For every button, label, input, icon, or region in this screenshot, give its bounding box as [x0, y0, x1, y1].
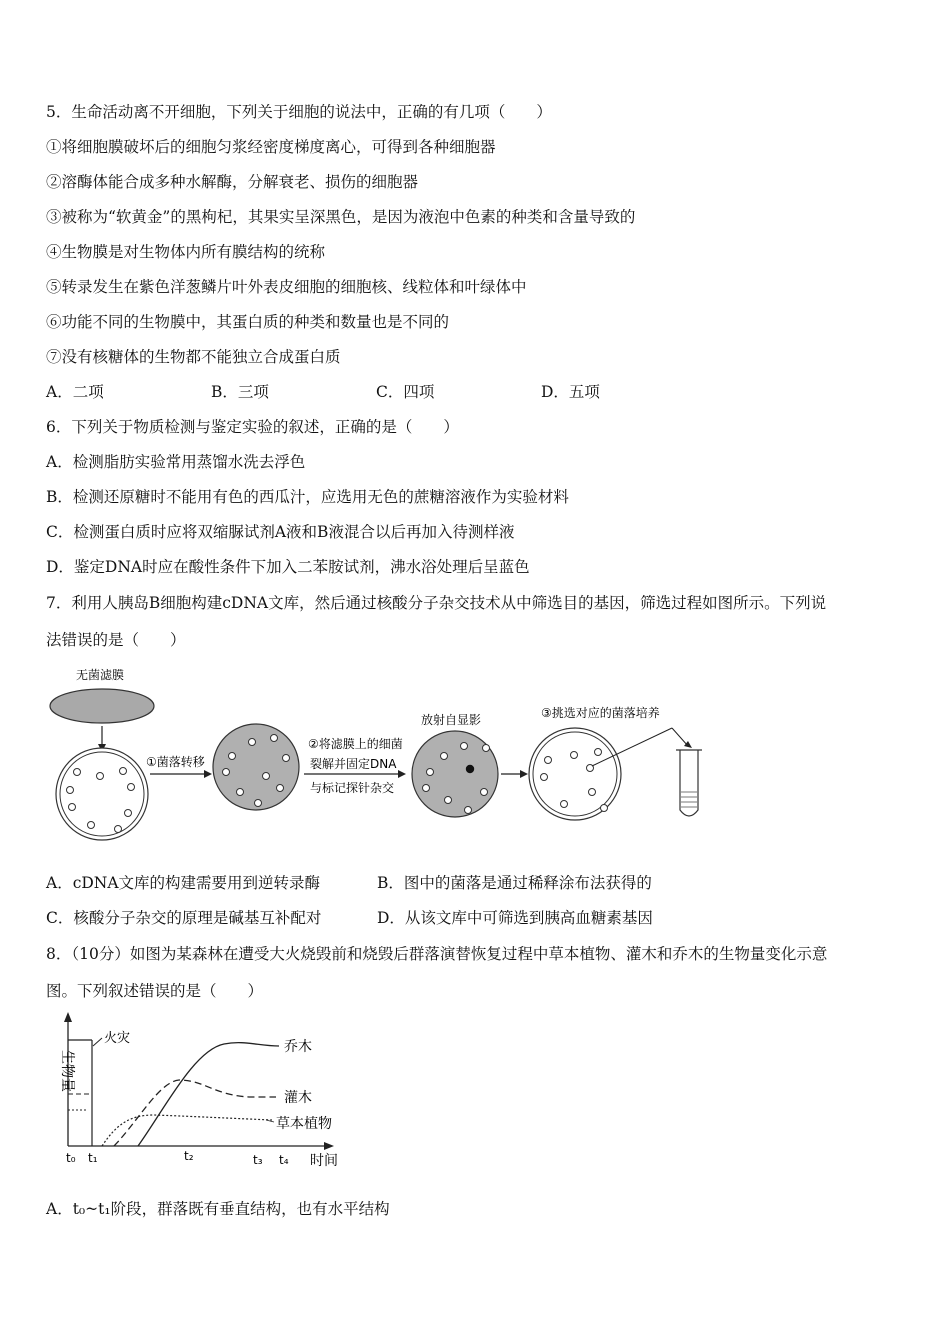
step-3-label: ③挑选对应的菌落培养 — [541, 706, 660, 720]
colony — [249, 739, 256, 746]
colony — [263, 773, 270, 780]
series-label-herb: 草本植物 — [276, 1116, 332, 1132]
test-tube — [680, 750, 698, 816]
fire-label: 火灾 — [104, 1031, 131, 1046]
colony — [601, 805, 608, 812]
tick-label-t4: t₄ — [279, 1153, 289, 1167]
fire-pointer — [93, 1038, 102, 1046]
membrane-label: 无菌滤膜 — [76, 668, 125, 682]
membrane-disc-3 — [412, 731, 498, 817]
q7-option-c[interactable]: C．核酸分子杂交的原理是碱基互补配对 — [46, 909, 322, 927]
colony — [74, 769, 81, 776]
colony — [595, 749, 602, 756]
tick-label-t1: t₁ — [88, 1151, 98, 1165]
autoradiography-label: 放射自显影 — [421, 713, 482, 727]
q7-option-b[interactable]: B．图中的菌落是通过稀释涂布法获得的 — [377, 874, 652, 892]
q5-item-1: ①将细胞膜破坏后的细胞匀浆经密度梯度离心，可得到各种细胞器 — [46, 138, 496, 156]
q8-option-a[interactable]: A．t₀~t₁阶段，群落既有垂直结构，也有水平结构 — [46, 1200, 390, 1218]
colony — [125, 810, 132, 817]
colony — [229, 753, 236, 760]
pick-colony-arrow-drop — [672, 728, 688, 746]
colony — [423, 785, 430, 792]
colony — [128, 784, 135, 791]
q8-stem-line1: 8．（10分）如图为某森林在遭受大火烧毁前和烧毁后群落演替恢复过程中草本植物、灌木和乔木的生物量变化示意 — [46, 945, 828, 963]
q5-item-4: ④生物膜是对生物体内所有膜结构的统称 — [46, 243, 326, 261]
series-label-tree: 乔木 — [284, 1039, 312, 1055]
colony — [277, 785, 284, 792]
q8-biomass-chart — [44, 1010, 364, 1175]
colony — [88, 822, 95, 829]
y-axis-arrow — [64, 1012, 72, 1022]
q7-stem-line2: 法错误的是（ ） — [46, 631, 186, 649]
positive-signal-dot — [466, 765, 474, 773]
x-axis-arrow — [324, 1142, 334, 1150]
colony — [481, 789, 488, 796]
colony — [69, 804, 76, 811]
y-axis-label: 生物量 — [59, 1050, 75, 1092]
tick-label-t0: t₀ — [66, 1151, 76, 1165]
colony — [465, 807, 472, 814]
q7-screening-figure — [44, 662, 714, 862]
colony — [67, 787, 74, 794]
herb-label-pointer — [266, 1120, 274, 1122]
q5-item-6: ⑥功能不同的生物膜中，其蛋白质的种类和数量也是不同的 — [46, 313, 450, 331]
arrowhead-1 — [204, 770, 212, 778]
q8-stem-line2: 图。下列叙述错误的是（ ） — [46, 982, 264, 1000]
step-2-label-line3: 与标记探针杂交 — [310, 781, 395, 795]
q6-option-d[interactable]: D．鉴定DNA时应在酸性条件下加入二苯胺试剂，沸水浴处理后呈蓝色 — [46, 558, 530, 576]
pick-colony-arrowhead — [684, 741, 692, 748]
q7-stem-line1: 7．利用人胰岛B细胞构建cDNA文库，然后通过核酸分子杂交技术从中筛选目的基因，筛选过程如图所示。下列说 — [46, 594, 827, 612]
q5-option-c[interactable]: C．四项 — [376, 383, 435, 401]
q7-option-a[interactable]: A．cDNA文库的构建需要用到逆转录酶 — [46, 874, 321, 892]
colony — [237, 789, 244, 796]
colony — [445, 797, 452, 804]
membrane-disc-2 — [213, 724, 299, 810]
q5-item-7: ⑦没有核糖体的生物都不能独立合成蛋白质 — [46, 348, 341, 366]
q5-option-b[interactable]: B．三项 — [211, 383, 269, 401]
tick-label-t3: t₃ — [253, 1153, 263, 1167]
step-1-label: ①菌落转移 — [146, 755, 205, 769]
q6-stem: 6．下列关于物质检测与鉴定实验的叙述，正确的是（ ） — [46, 418, 459, 436]
tick-label-t2: t₂ — [184, 1149, 194, 1163]
arrowhead-2 — [398, 770, 406, 778]
colony — [120, 768, 127, 775]
colony — [441, 753, 448, 760]
colony — [561, 801, 568, 808]
q6-option-c[interactable]: C．检测蛋白质时应将双缩脲试剂A液和B液混合以后再加入待测样液 — [46, 523, 515, 541]
q6-option-a[interactable]: A．检测脂肪实验常用蒸馏水洗去浮色 — [46, 453, 306, 471]
step-2-label-line1: ②将滤膜上的细菌 — [308, 737, 403, 751]
colony — [97, 773, 104, 780]
colony — [223, 769, 230, 776]
q5-option-a[interactable]: A．二项 — [46, 383, 104, 401]
colony — [461, 743, 468, 750]
series-herb-curve — [102, 1115, 272, 1146]
colony — [541, 774, 548, 781]
q6-option-b[interactable]: B．检测还原糖时不能用有色的西瓜汁，应选用无色的蔗糖溶液作为实验材料 — [46, 488, 569, 506]
series-shrub-curve — [114, 1080, 276, 1146]
colony — [255, 800, 262, 807]
colony — [427, 769, 434, 776]
colony — [571, 752, 578, 759]
petri-dish-1-outer — [56, 748, 148, 840]
colony — [115, 826, 122, 833]
q7-option-d[interactable]: D．从该文库中可筛选到胰高血糖素基因 — [377, 909, 653, 927]
step-2-label-line2: 裂解并固定DNA — [310, 757, 397, 771]
colony — [271, 735, 278, 742]
q5-item-5: ⑤转录发生在紫色洋葱鳞片叶外表皮细胞的细胞核、线粒体和叶绿体中 — [46, 278, 527, 296]
series-tree-curve — [138, 1043, 279, 1146]
x-axis-label: 时间 — [310, 1153, 338, 1169]
colony — [545, 757, 552, 764]
series-label-shrub: 灌木 — [284, 1090, 312, 1106]
q5-stem: 5．生命活动离不开细胞，下列关于细胞的说法中，正确的有几项（ ） — [46, 103, 552, 121]
q5-option-d[interactable]: D．五项 — [541, 383, 600, 401]
colony — [483, 745, 490, 752]
arrowhead-3 — [520, 770, 528, 778]
colony — [589, 789, 596, 796]
colony — [283, 755, 290, 762]
q5-item-3: ③被称为“软黄金”的黑枸杞，其果实呈深黑色，是因为液泡中色素的种类和含量导致的 — [46, 208, 636, 226]
sterile-membrane — [50, 689, 154, 723]
q5-item-2: ②溶酶体能合成多种水解酶，分解衰老、损伤的细胞器 — [46, 173, 419, 191]
